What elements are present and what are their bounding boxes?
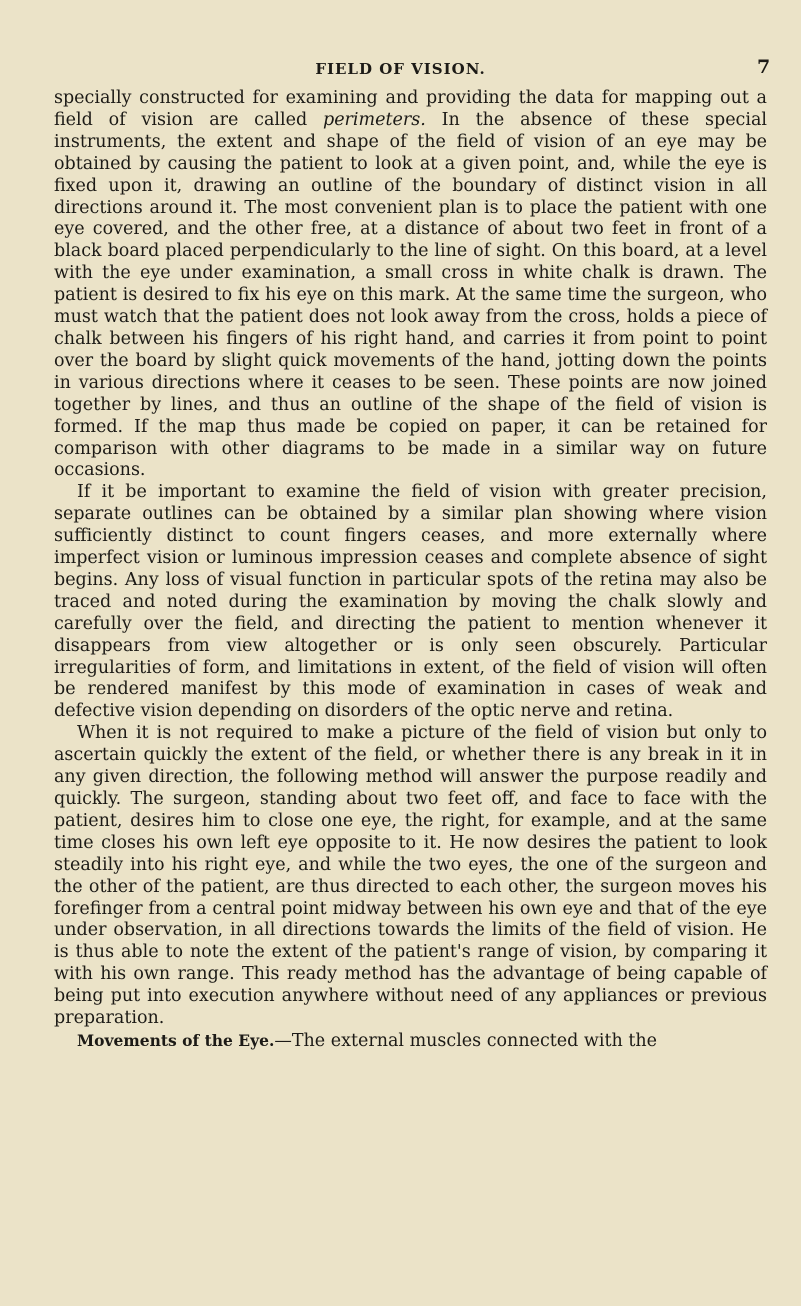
paragraph-text: In the absence of these special instruments, the extent and shape of the field of vision of an eye may be obtained by causing the patient to look at a given point, and, while the eye is fixed upon it, drawing an outline of the boundary of distinct vision in all directions around it. The most convenient plan is to place the patient with one eye covered, and the other free, at a distance of about two feet in front of a black board placed perpendicularly to the line of sight. On this board, at a level with the eye under examination, a small cross in white chalk is drawn. The patient is desired to fix his eye on this mark. At the same time the surgeon, who must watch that the patient does not look away from the cross, holds a piece of chalk between his fingers of his right hand, and carries it from point to point over the board by slight quick movements of the hand, jotting down the points in various directions where it ceases to be seen. These points are now joined together by lines, and thus an outline of the shape of the field of vision is formed. If the map thus made be copied on paper, it can be retained for comparison with other diagrams to be made in a similar way on future occasions.	[54, 109, 767, 481]
paragraph-precision: If it be important to examine the field of vision with greater precision, separate outlines can be obtained by a similar plan showing where vision sufficiently distinct to count fingers ceases, and more externally where imperfect vision or luminous impression ceases and complete absence of sight begins. Any loss of visual function in particular spots of the retina may also be traced and noted during the examination by moving the chalk slowly and carefully over the field, and directing the patient to mention whenever it disappears from view altogether or is only seen obscurely. Particular irregularities of form, and limitations in extent, of the field of vision will often be rendered manifest by this mode of examination in cases of weak and defective vision depending on disorders of the optic nerve and retina.	[54, 482, 767, 722]
emphasized-term: perimeters.	[323, 109, 426, 130]
section-heading: Movements of the Eye.	[77, 1030, 275, 1050]
running-header: FIELD OF VISION.	[315, 60, 486, 78]
paragraph-movements	[54, 1030, 767, 1053]
paragraph-text: —The external muscles connected with the	[274, 1030, 658, 1051]
paragraph-text: specially constructed for examining and providing the data for mapping out a field of vision are called	[54, 88, 767, 130]
page-number: 7	[757, 56, 771, 78]
body-text	[54, 88, 767, 1053]
paragraph-quick-method: When it is not required to make a picture of the field of vision but only to ascertain quickly the extent of the field, or whether there is any break in it in any given direction, the following method will answer the purpose readily and quickly. The surgeon, standing about two feet off, and face to face with the patient, desires him to close one eye, the right, for example, and at the same time closes his own left eye opposite to it. He now desires the patient to look steadily into his right eye, and while the two eyes, the one of the surgeon and the other of the patient, are thus directed to each other, the surgeon moves his forefinger from a central point midway between his own eye and that of the eye under observation, in all directions towards the limits of the field of vision. He is thus able to note the extent of the patient's range of vision, by comparing it with his own range. This ready method has the advantage of being capable of being put into execution anywhere without need of any appliances or previous preparation.	[54, 723, 767, 1029]
paragraph-perimeters	[54, 88, 767, 482]
